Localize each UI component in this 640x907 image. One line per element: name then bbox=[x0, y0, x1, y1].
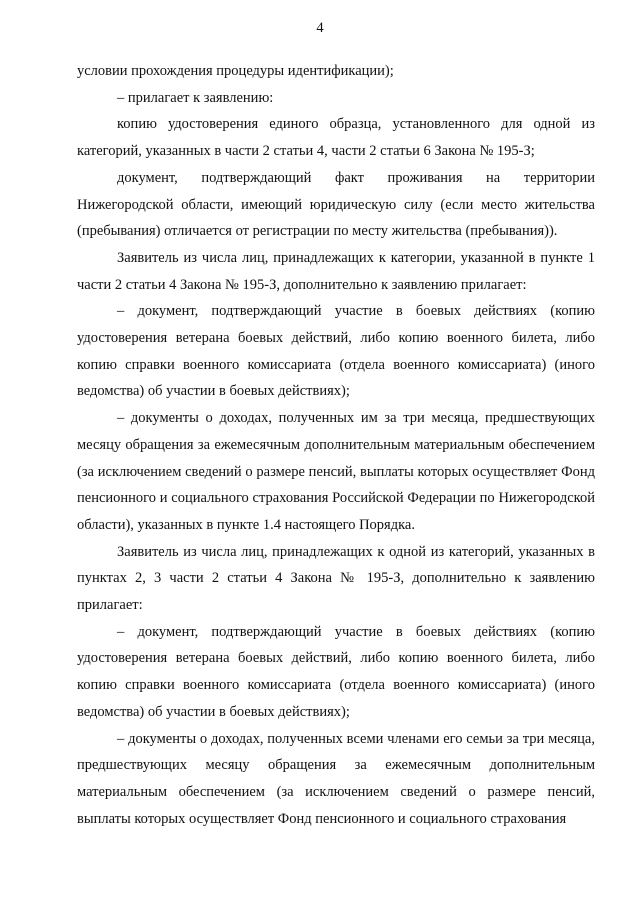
paragraph-9: – документ, подтверждающий участие в боевых действиях (копию удостоверения ветерана боевых действий, либо копию военного билета, либо копию справки военного комиссариата (отдела военного комиссариата) (иного ведомства) об участии в боевых действиях); bbox=[77, 623, 595, 720]
paragraph-3: копию удостоверения единого образца, установленного для одной из категорий, указанных в части 2 статьи 4, части 2 статьи 6 Закона № 195-З; bbox=[77, 116, 595, 160]
paragraph-1: условии прохождения процедуры идентификации); bbox=[77, 63, 394, 79]
paragraph-5: Заявитель из числа лиц, принадлежащих к категории, указанной в пункте 1 части 2 статьи 4 Закона № 195-З, дополнительно к заявлению прилагает: bbox=[77, 249, 595, 293]
paragraph-8: Заявитель из числа лиц, принадлежащих к одной из категорий, указанных в пунктах 2, 3 части 2 статьи 4 Закона № 195-З, дополнительно к заявлению прилагает: bbox=[77, 543, 595, 614]
paragraph-10: – документы о доходах, полученных всеми членами его семьи за три месяца, предшествующих месяцу обращения за ежемесячным дополнительным материальным обеспечением (за исключением сведений о размере пенсий, выплаты которых осуществляет Фонд пенсионного и социального страхования bbox=[77, 730, 595, 827]
paragraph-7: – документы о доходах, полученных им за три месяца, предшествующих месяцу обращения за ежемесячным дополнительным материальным обеспечением (за исключением сведений о размере пенсий, выплаты которых осуществляет Фонд пенсионного и социального страхования Российской Федерации по Нижегородской области), указанных в пункте 1.4 настоящего Порядка. bbox=[77, 410, 595, 533]
paragraph-2: – прилагает к заявлению: bbox=[117, 89, 274, 106]
document-body bbox=[77, 58, 595, 832]
paragraph-4: документ, подтверждающий факт проживания на территории Нижегородской области, имеющий юридическую силу (если место жительства (пребывания) отличается от регистрации по месту жительства (пребывания)). bbox=[77, 169, 595, 240]
paragraph-6: – документ, подтверждающий участие в боевых действиях (копию удостоверения ветерана боевых действий, либо копию военного билета, либо копию справки военного комиссариата (отдела военного комиссариата) (иного ведомства) об участии в боевых действиях); bbox=[77, 303, 595, 400]
page-number: 4 bbox=[316, 20, 324, 36]
